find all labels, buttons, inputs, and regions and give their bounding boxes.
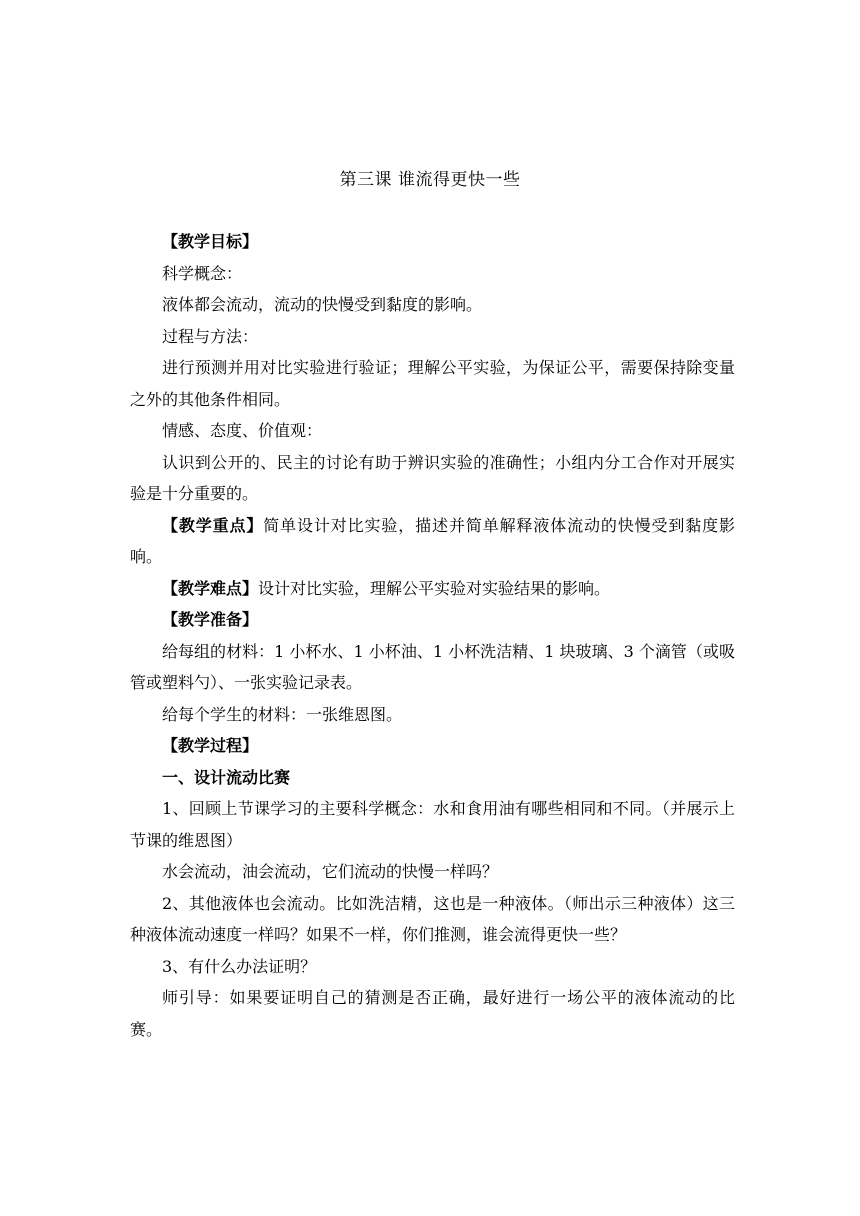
group-materials: 给每组的材料：1 小杯水、1 小杯油、1 小杯洗洁精、1 块玻璃、3 个滴管（或吸管或塑料勺）、一张实验记录表。 bbox=[130, 641, 735, 692]
page-title: 第三课 谁流得更快一些 bbox=[339, 170, 521, 190]
step1-question: 水会流动，油会流动，它们流动的快慢一样吗？ bbox=[162, 862, 499, 881]
step1: 1、回顾上节课学习的主要科学概念：水和食用油有哪些相同和不同。（并展示上节课的维恩图） bbox=[130, 799, 735, 850]
document-body bbox=[130, 226, 735, 1045]
key-points-paragraph bbox=[130, 510, 735, 573]
key-points-heading: 【教学重点】 bbox=[162, 515, 264, 535]
process-method-label: 过程与方法： bbox=[162, 326, 259, 346]
student-materials: 给每个学生的材料：一张维恩图。 bbox=[162, 704, 403, 724]
key-points-text: 简单设计对比实验，描述并简单解释液体流动的快慢受到黏度影响。 bbox=[130, 515, 735, 566]
part1-heading: 一、设计流动比赛 bbox=[162, 767, 291, 787]
step2: 2、其他液体也会流动。比如洗洁精，这也是一种液体。（师出示三种液体）这三种液体流动速度一样吗？如果不一样，你们推测，谁会流得更快一些？ bbox=[130, 893, 735, 944]
difficulties-text: 设计对比实验，理解公平实验对实验结果的影响。 bbox=[258, 578, 611, 598]
attitude-text: 认识到公开的、民主的讨论有助于辨识实验的准确性；小组内分工合作对开展实验是十分重要的。 bbox=[130, 452, 735, 503]
objectives-heading: 【教学目标】 bbox=[162, 232, 259, 251]
difficulties-heading: 【教学难点】 bbox=[162, 578, 259, 598]
teacher-guide: 师引导：如果要证明自己的猜测是否正确，最好进行一场公平的液体流动的比赛。 bbox=[130, 988, 735, 1039]
attitude-label: 情感、态度、价值观： bbox=[162, 421, 323, 440]
process-heading: 【教学过程】 bbox=[162, 736, 259, 755]
science-concept-label: 科学概念： bbox=[162, 263, 243, 283]
process-method-text: 进行预测并用对比实验进行验证；理解公平实验，为保证公平，需要保持除变量之外的其他条件相同。 bbox=[130, 358, 735, 409]
science-concept-text: 液体都会流动，流动的快慢受到黏度的影响。 bbox=[162, 295, 483, 314]
preparation-heading: 【教学准备】 bbox=[162, 610, 259, 629]
difficulties-paragraph bbox=[130, 573, 735, 605]
step3: 3、有什么办法证明？ bbox=[162, 956, 317, 976]
